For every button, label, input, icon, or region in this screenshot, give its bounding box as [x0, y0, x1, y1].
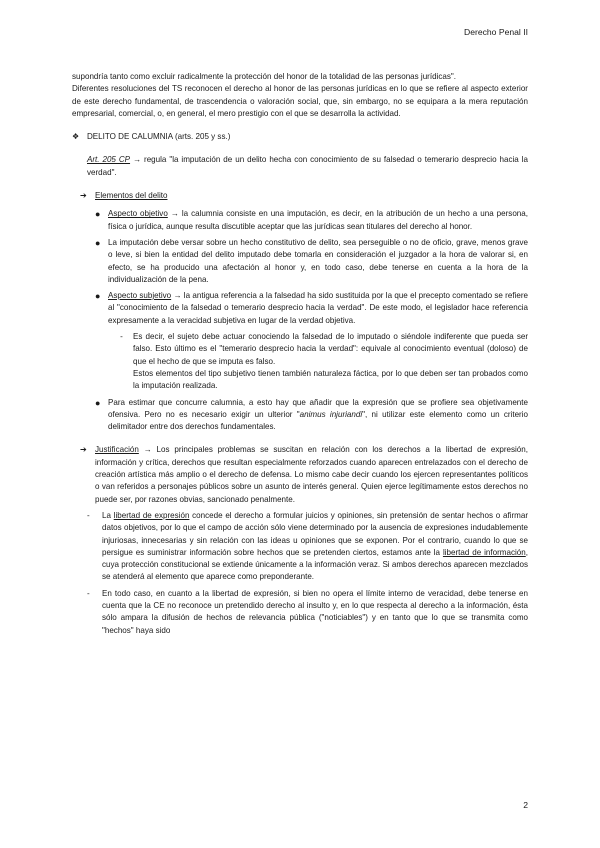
article-definition	[87, 154, 528, 179]
dash-bullet: -	[87, 588, 90, 598]
libertad-expresion-term: libertad de expresión	[113, 510, 190, 520]
dash-bullet: -	[120, 332, 123, 342]
aspecto-subjetivo-item	[108, 290, 528, 327]
elementos-title: Elementos del delito	[95, 191, 168, 201]
dot-bullet-icon: ●	[95, 291, 101, 302]
justificacion-body: → Los principales problemas se suscitan en relación con los derechos a la libertad de expresión, información y crítica, derechos que resultan especialmente reforzados cuando aparecen entrelazados con el derecho de creación artística más amplio o el derecho de defensa. Lo mismo cabe decir cuando los ejercen representantes políticos o van referidos a personajes públicos sobre un asunto de interés general. Quien ejerce legítimamente estos derechos no puede ser, por razones obvias, sancionado penalmente.	[95, 445, 528, 504]
sub-list-item	[87, 510, 528, 584]
libertad-informacion-term: libertad de información	[442, 547, 526, 557]
dot-bullet-icon: ●	[95, 397, 101, 408]
veracidad-paragraph: En todo caso, en cuanto a la libertad de expresión, si bien no opera el límite interno de veracidad, debe tenerse en cuenta que la CE no reconoce un pretendido derecho al insulto y, en lo que respecta al derecho a la información, ésta sólo ampara la difusión de hechos de relevancia pública ("noticiables") y en tanto que lo que se transmita como "hechos" haya sido	[102, 588, 528, 635]
aspecto-objetivo-text: → la calumnia consiste en una imputación, es decir, en la atribución de un hecho a una persona, física o jurídica, aunque resulta discutible aceptar que las jurídicas sean titulares del derecho al honor.	[108, 209, 528, 231]
sub-item-text	[133, 331, 528, 392]
list-item	[95, 397, 528, 434]
sub-paragraph-1: Es decir, el sujeto debe actuar conociendo la falsedad de lo imputado o siéndole indiferente que pueda ser falso. Esto último es el "temerario desprecio hacia la verdad": equivale al conocimiento eventual (doloso) de que el hecho de que se imputa es falso.	[133, 332, 528, 366]
justificacion-label: Justificación	[95, 445, 139, 455]
intro-paragraph-1: supondría tanto como excluir radicalmente la protección del honor de la totalidad de las personas jurídicas".	[72, 72, 456, 81]
list-item	[95, 208, 528, 233]
page-content	[72, 71, 528, 637]
intro-paragraph-2: Diferentes resoluciones del TS reconocen el derecho al honor de las personas jurídicas en lo que se refiere al aspecto exterior de este derecho fundamental, de trascendencia o valoración social, que, sin embargo, no se equipara a la mera reputación empresarial, comercial, o, en general, el mero prestigio con el que se desarrolla la actividad.	[72, 84, 528, 118]
sub-list-item	[87, 588, 528, 637]
arrow-bullet-icon: ➔	[80, 191, 87, 201]
animus-injuriandi: animus injuriandi	[299, 409, 363, 419]
justificacion-block	[80, 444, 528, 505]
d1-pre: La	[102, 510, 114, 520]
estimar-item	[108, 397, 528, 434]
dot-bullet-icon: ●	[95, 209, 101, 220]
diamond-bullet-icon: ❖	[72, 132, 80, 142]
article-text: → regula "la imputación de un delito hecha con conocimiento de su falsedad o temerario desprecio hacia la verdad".	[87, 155, 528, 177]
justificacion-text	[95, 444, 528, 505]
libertades-paragraph	[102, 510, 528, 584]
estimar-text-post: ", ni utilizar este elemento como un criterio delimitador entre dos derechos fundamentales.	[108, 409, 529, 432]
aspecto-subjetivo-label: Aspecto subjetivo	[108, 291, 172, 301]
section-title: DELITO DE CALUMNIA (arts. 205 y ss.)	[87, 132, 231, 142]
article-reference: Art. 205 CP	[87, 155, 131, 165]
imputacion-item: La imputación debe versar sobre un hecho constitutivo de delito, sea perseguible o no de oficio, grave, menos grave o leve, si bien la entidad del delito imputado debe tomarla en consideración el juzgador a la hora de valorar si, en efecto, se ha producido una afectación al honor y, en todo caso, debe tenerse en cuenta a la hora de la individualización de la pena.	[108, 237, 528, 284]
page-number: 2	[523, 800, 528, 810]
list-item	[95, 290, 528, 327]
dash-bullet: -	[87, 510, 90, 520]
elementos-heading	[80, 190, 528, 202]
aspecto-objetivo-item	[108, 208, 528, 233]
estimar-text-pre: Para estimar que concurre calumnia, a esto hay que añadir que la expresión que se profiere sea objetivamente ofensiva. Pero no es necesario exigir un ulterior "	[108, 397, 528, 419]
sub-list-item	[110, 331, 528, 392]
section-heading	[72, 131, 528, 143]
arrow-bullet-icon: ➔	[80, 445, 87, 455]
sub-paragraph-2: Estos elementos del tipo subjetivo tienen también naturaleza fáctica, por lo que deben ser tan probados como la imputación realizada.	[133, 368, 528, 391]
list-item	[95, 237, 528, 286]
d1-post: , cuya protección constitucional se extiende únicamente a la información veraz. Si ambos derechos aparecen mezclados se atenderá al elemento que aparece como preponderante.	[102, 547, 528, 582]
d1-mid: concede el derecho a formular juicios y opiniones, sin pretensión de sentar hechos o afirmar datos objetivos, por lo que el campo de acción sólo viene determinado por la ausencia de expresiones indudablemente injuriosas, innecesarias y sin relación con las ideas u opiniones que se exponen. Por el contrario, cuando lo que se persigue es suministrar información sobre hechos que se pretenden ciertos, estamos ante la	[102, 510, 528, 557]
aspecto-subjetivo-text: → la antigua referencia a la falsedad ha sido sustituida por la que el precepto comentado se refiere al "conocimiento de la falsedad o temerario desprecio hacia la verdad". De este modo, el legislador hace referencia expresamente a la veracidad subjetiva en lugar de la verdad objetiva.	[108, 291, 528, 325]
running-header: Derecho Penal II	[463, 27, 528, 37]
dot-bullet-icon: ●	[95, 237, 101, 248]
aspecto-objetivo-label: Aspecto objetivo	[108, 209, 168, 219]
